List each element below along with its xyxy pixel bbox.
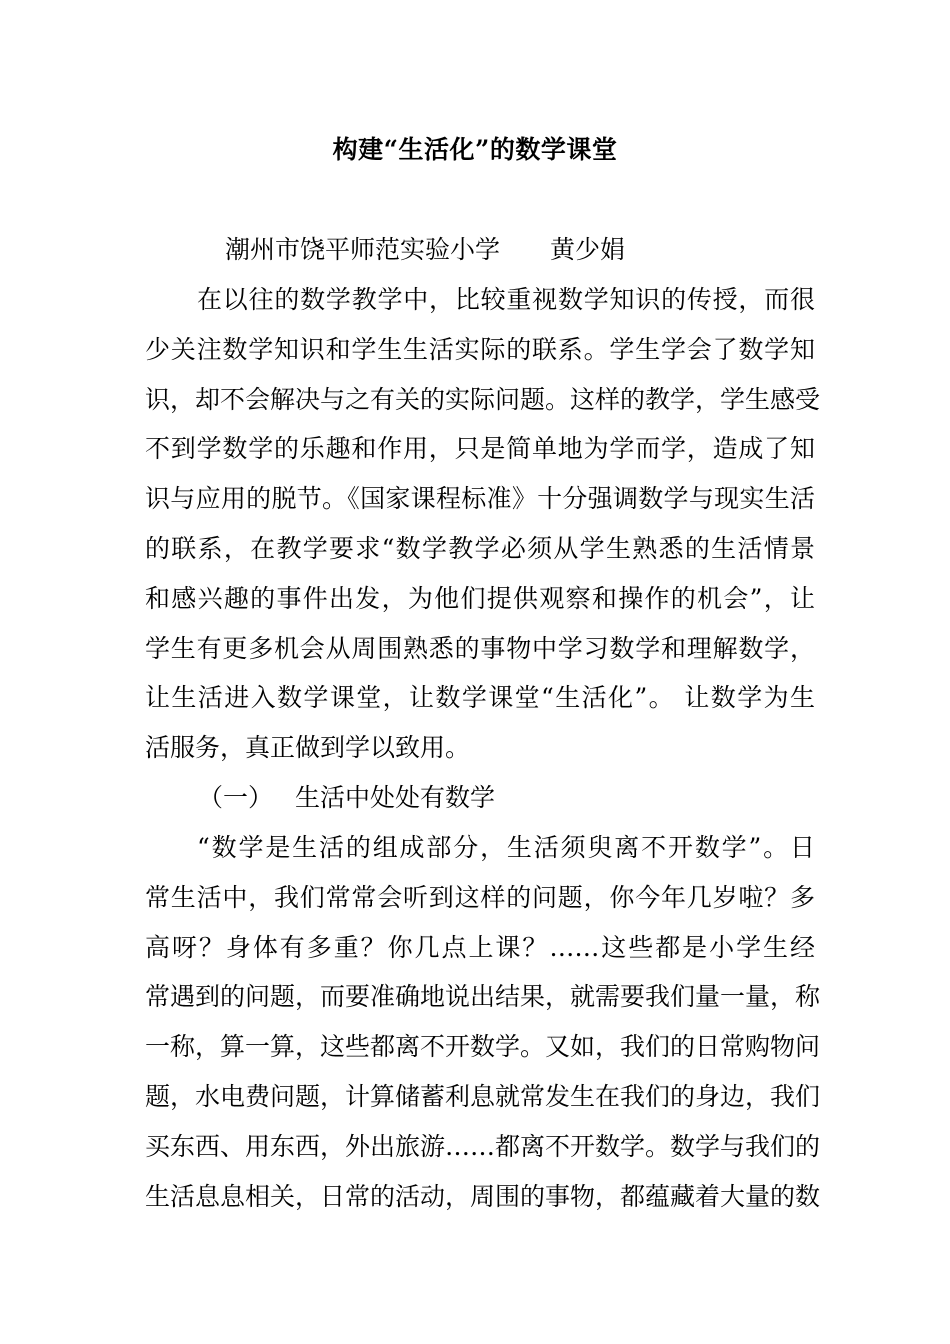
paragraph-line: 的联系，在教学要求“数学教学必须从学生熟悉的生活情景 [145,533,815,563]
paragraph-line: 在以往的数学教学中，比较重视数学知识的传授，而很 [197,285,815,314]
paragraph-line: 让生活进入数学课堂，让数学课堂“生活化”。 让数学为生 [145,683,815,713]
section-heading [198,773,495,823]
paragraph-line: “数学是生活的组成部分，生活须臾离不开数学”。日 [197,833,815,862]
paragraph-section-1 [145,823,821,1221]
paragraph-line: 识，却不会解决与之有关的实际问题。这样的教学，学生感受 [145,384,821,414]
paragraph-line: 和感兴趣的事件出发，为他们提供观察和操作的机会”，让 [145,583,815,613]
paragraph-line: 常生活中，我们常常会听到这样的问题，你今年几岁啦？多 [145,882,815,912]
section-number: （一） [198,783,274,812]
paragraph-line: 活服务，真正做到学以致用。 [145,733,471,763]
paragraph-line: 题，水电费问题，计算储蓄利息就常发生在我们的身边，我们 [145,1081,821,1111]
byline [225,228,625,272]
section-title: 生活中处处有数学 [295,783,496,812]
author-name: 黄少娟 [550,235,626,264]
paragraph-line: 常遇到的问题，而要准确地说出结果，就需要我们量一量，称 [145,982,821,1012]
paragraph-line: 买东西、用东西，外出旅游……都离不开数学。数学与我们的 [145,1131,821,1161]
paragraph-line: 不到学数学的乐趣和作用，只是简单地为学而学，造成了知 [145,434,815,464]
paragraph-line: 少关注数学知识和学生生活实际的联系。学生学会了数学知 [145,334,815,364]
page-title: 构建“生活化”的数学课堂 [332,135,618,164]
paragraph-line: 生活息息相关，日常的活动，周围的事物，都蕴藏着大量的数 [145,1181,821,1211]
paragraph-line: 识与应用的脱节。《国家课程标准》十分强调数学与现实生活 [145,484,815,514]
paragraph-line: 高呀？身体有多重？你几点上课？……这些都是小学生经 [145,932,815,962]
paragraph-line: 一称，算一算，这些都离不开数学。又如，我们的日常购物问 [145,1032,821,1062]
paragraph-line: 学生有更多机会从周围熟悉的事物中学习数学和理解数学， [145,633,815,663]
paragraph-intro [145,275,821,773]
school-name: 潮州市饶平师范实验小学 [225,235,501,264]
